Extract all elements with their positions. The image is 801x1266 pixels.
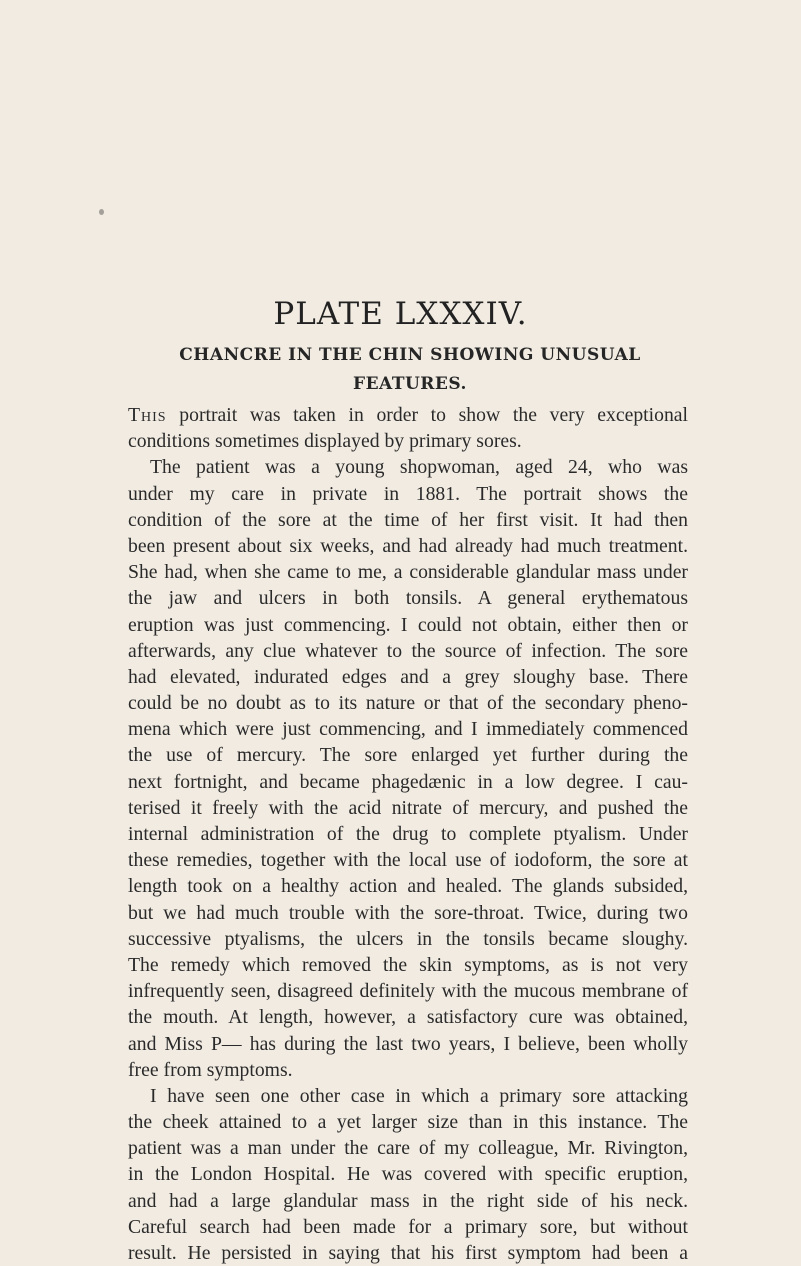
text-line: eruption was just commencing. I could not obtain, either then or — [128, 613, 688, 636]
text-line: patient was a man under the care of my colleague, Mr. Rivington, — [128, 1137, 688, 1160]
text-line: I have seen one other case in which a primary sore attacking — [150, 1084, 688, 1107]
text-line: the cheek attained to a yet larger size than in this instance. The — [128, 1111, 688, 1134]
ink-speck — [99, 209, 104, 215]
subtitle-line: FEATURES. — [353, 374, 467, 394]
text-line: This portrait was taken in order to show the very exceptional — [128, 404, 688, 426]
text-line: The remedy which removed the skin symptoms, as is not very — [128, 953, 688, 976]
text-line: the jaw and ulcers in both tonsils. A general erythematous — [128, 587, 688, 610]
subtitle-line: CHANCRE IN THE CHIN SHOWING UNUSUAL — [179, 345, 641, 365]
text-line: and Miss P— has during the last two years, I believe, been wholly — [128, 1032, 688, 1055]
text-line: the use of mercury. The sore enlarged yet further during the — [128, 744, 688, 767]
plate-title: PLATE LXXXIV. — [273, 296, 528, 332]
text-line: next fortnight, and became phagedænic in a low degree. I cau- — [128, 770, 688, 793]
text-line: condition of the sore at the time of her first visit. It had then — [128, 508, 688, 531]
text-line: conditions sometimes displayed by primary sores. — [128, 430, 522, 453]
text-line: length took on a healthy action and healed. The glands subsided, — [128, 875, 688, 898]
text-line: infrequently seen, disagreed definitely with the mucous membrane of — [128, 980, 688, 1003]
text-line: been present about six weeks, and had already had much treatment. — [128, 534, 688, 557]
text-line: under my care in private in 1881. The portrait shows the — [128, 482, 688, 505]
text-line: terised it freely with the acid nitrate of mercury, and pushed the — [128, 796, 688, 819]
text-line: and had a large glandular mass in the right side of his neck. — [128, 1189, 688, 1212]
text-line: She had, when she came to me, a considerable glandular mass under — [128, 561, 688, 584]
text-line: The patient was a young shopwoman, aged 24, who was — [150, 456, 688, 479]
text-line: in the London Hospital. He was covered with specific eruption, — [128, 1163, 688, 1186]
text-line: result. He persisted in saying that his first symptom had been a — [128, 1242, 688, 1264]
text-line: could be no doubt as to its nature or that of the secondary pheno- — [128, 692, 688, 715]
text-line: mena which were just commencing, and I immediately commenced — [128, 718, 688, 741]
text-line: successive ptyalisms, the ulcers in the tonsils became sloughy. — [128, 927, 688, 950]
text-line: had elevated, indurated edges and a grey sloughy base. There — [128, 665, 688, 688]
body-text — [128, 402, 688, 1266]
lead-word: This — [128, 404, 167, 426]
text-line: Careful search had been made for a primary sore, but without — [128, 1215, 688, 1238]
text-line: free from symptoms. — [128, 1058, 293, 1081]
text-line: the mouth. At length, however, a satisfactory cure was obtained, — [128, 1006, 688, 1029]
text-line: but we had much trouble with the sore-throat. Twice, during two — [128, 901, 688, 924]
text-line: afterwards, any clue whatever to the source of infection. The sore — [128, 639, 688, 662]
text-line: internal administration of the drug to complete ptyalism. Under — [128, 823, 688, 845]
text-line: these remedies, together with the local use of iodoform, the sore at — [128, 849, 688, 872]
plate-subtitle — [130, 341, 690, 399]
